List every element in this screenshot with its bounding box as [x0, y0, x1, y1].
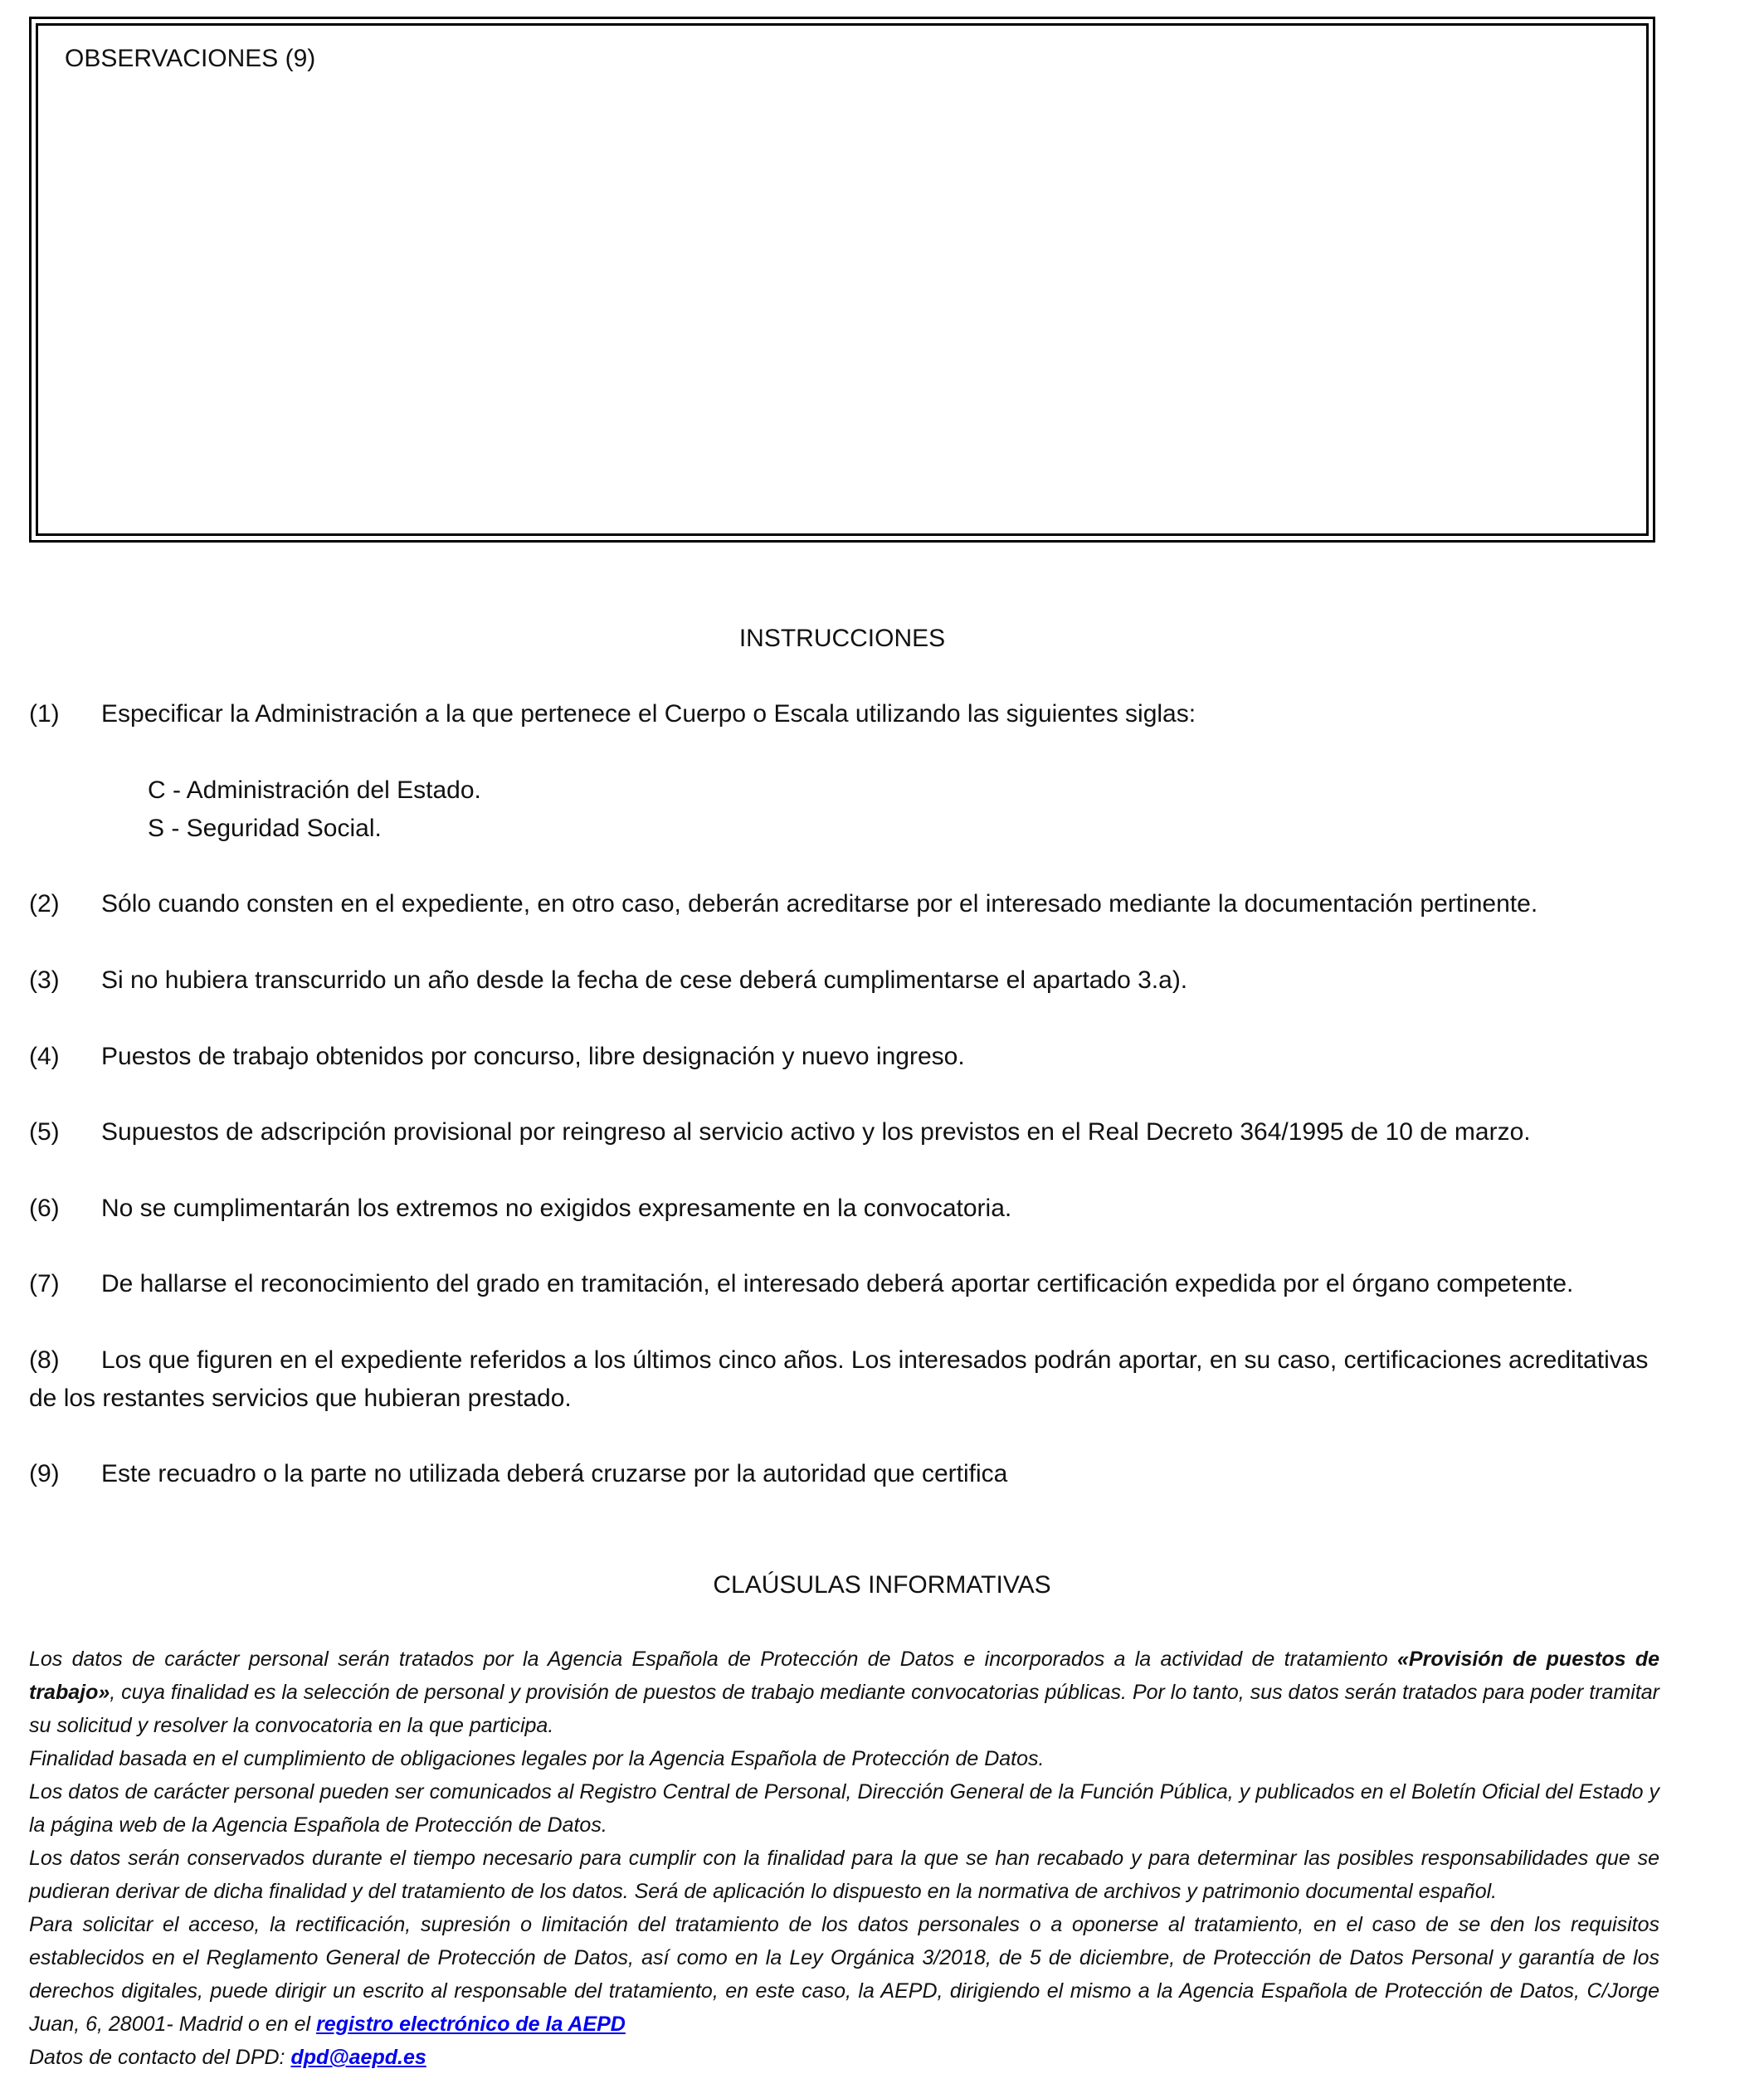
clausula-paragraph-3: Los datos de carácter personal pueden ser comunicados al Registro Central de Personal, Dirección General de la Función Pública, y publicados en el Boletín Oficial del Estado y la página web de la Agencia Española de Protección de Datos.: [29, 1780, 1659, 1837]
clausula-paragraph-4: Los datos serán conservados durante el tiempo necesario para cumplir con la finalidad para la que se han recabado y para determinar las posibles responsabilidades que se pudieran derivar de dicha finalidad y del tratamiento de los datos. Será de aplicación lo dispuesto en la normativa de archivos y patrimonio documental español.: [29, 1847, 1659, 1903]
instruction-item-1: [29, 695, 1659, 733]
observaciones-box-inner-border: [36, 23, 1649, 536]
instruction-number: (1): [29, 700, 60, 728]
instrucciones-title: INSTRUCCIONES: [738, 625, 946, 652]
instruction-number: (7): [29, 1270, 60, 1297]
clausula-paragraph-5: [29, 1908, 1659, 2041]
instruction-item-3: [29, 961, 1659, 1000]
instruction-text: Puestos de trabajo obtenidos por concurso, libre designación y nuevo ingreso.: [101, 1043, 965, 1070]
instruction-text: Si no hubiera transcurrido un año desde la fecha de cese deberá cumplimentarse el apartado 3.a).: [101, 966, 1188, 994]
instruction-number: (3): [29, 966, 60, 994]
instruction-item-8: [29, 1341, 1659, 1418]
dpd-email-link[interactable]: dpd@aepd.es: [290, 2046, 426, 2069]
instruction-text: Supuestos de adscripción provisional por reingreso al servicio activo y los previstos en el Real Decreto 364/1995 de 10 de marzo.: [101, 1118, 1531, 1146]
instruction-number: (5): [29, 1118, 60, 1146]
instruction-number: (6): [29, 1195, 60, 1222]
instruction-item-4: [29, 1038, 1659, 1076]
instruction-text: No se cumplimentarán los extremos no exigidos expresamente en la convocatoria.: [101, 1195, 1012, 1222]
instruction-number: (8): [29, 1346, 60, 1374]
observaciones-label: OBSERVACIONES (9): [65, 45, 316, 72]
clausula-paragraph-1: [29, 1643, 1659, 1742]
instruction-item-2: [29, 885, 1659, 923]
instruction-text: Especificar la Administración a la que pertenece el Cuerpo o Escala utilizando las siguientes siglas:: [101, 700, 1196, 728]
clausula-bold-text: «Provisión de puestos de trabajo»: [29, 1648, 1659, 1704]
clausula-text: Los datos de carácter personal serán tratados por la Agencia Española de Protección de Datos e incorporados a la actividad de tratamiento: [29, 1648, 1398, 1671]
clausula-text: Para solicitar el acceso, la rectificación, supresión o limitación del tratamiento de los datos personales o a oponerse al tratamiento, en el caso de se den los requisitos establecidos en el Reglamento General de Protección de Datos, así como en la Ley Orgánica 3/2018, de 5 de diciembre, de Protección de Datos Personal y garantía de los derechos digitales, puede dirigir un escrito al responsable del tratamiento, en este caso, la AEPD, dirigiendo el mismo a la Agencia Española de Protección de Datos, C/Jorge Juan, 6, 28001- Madrid o en el: [29, 1913, 1659, 2036]
observaciones-box: [29, 17, 1655, 543]
sigla-item: S - Seguridad Social.: [148, 815, 382, 842]
instruction-number: (9): [29, 1460, 60, 1487]
dpd-contact-label: Datos de contacto del DPD:: [29, 2046, 291, 2069]
instruction-item-7: [29, 1265, 1659, 1303]
registro-electronico-link[interactable]: registro electrónico de la AEPD: [316, 2013, 626, 2036]
instruction-item-9: [29, 1455, 1659, 1493]
clausula-paragraph-2: Finalidad basada en el cumplimiento de obligaciones legales por la Agencia Española de Protección de Datos.: [29, 1747, 1045, 1770]
instruction-number: (4): [29, 1043, 60, 1070]
clausulas-title: CLAÚSULAS INFORMATIVAS: [713, 1571, 1051, 1599]
sigla-item: C - Administración del Estado.: [148, 776, 481, 804]
siglas-list: [148, 772, 481, 848]
instruction-text: Este recuadro o la parte no utilizada deberá cruzarse por la autoridad que certifica: [101, 1460, 1008, 1487]
instruction-item-5: [29, 1113, 1659, 1151]
clausula-paragraph-6: [29, 2041, 1659, 2074]
clausula-text: , cuya finalidad es la selección de personal y provisión de puestos de trabajo mediante convocatorias públicas. Por lo tanto, sus datos serán tratados para poder tramitar su solicitud y resolver la convocatoria en la que participa.: [29, 1681, 1660, 1737]
instruction-text: De hallarse el reconocimiento del grado en tramitación, el interesado deberá aportar certificación expedida por el órgano competente.: [101, 1270, 1574, 1297]
instruction-text: Sólo cuando consten en el expediente, en otro caso, deberán acreditarse por el interesado mediante la documentación pertinente.: [101, 890, 1538, 918]
instruction-item-6: [29, 1190, 1659, 1228]
instruction-text: Los que figuren en el expediente referidos a los últimos cinco años. Los interesados podrán aportar, en su caso, certificaciones acreditativas de los restantes servicios que hubieran prestado.: [29, 1346, 1649, 1412]
instruction-number: (2): [29, 890, 60, 918]
clausulas-text: [29, 1643, 1659, 2074]
